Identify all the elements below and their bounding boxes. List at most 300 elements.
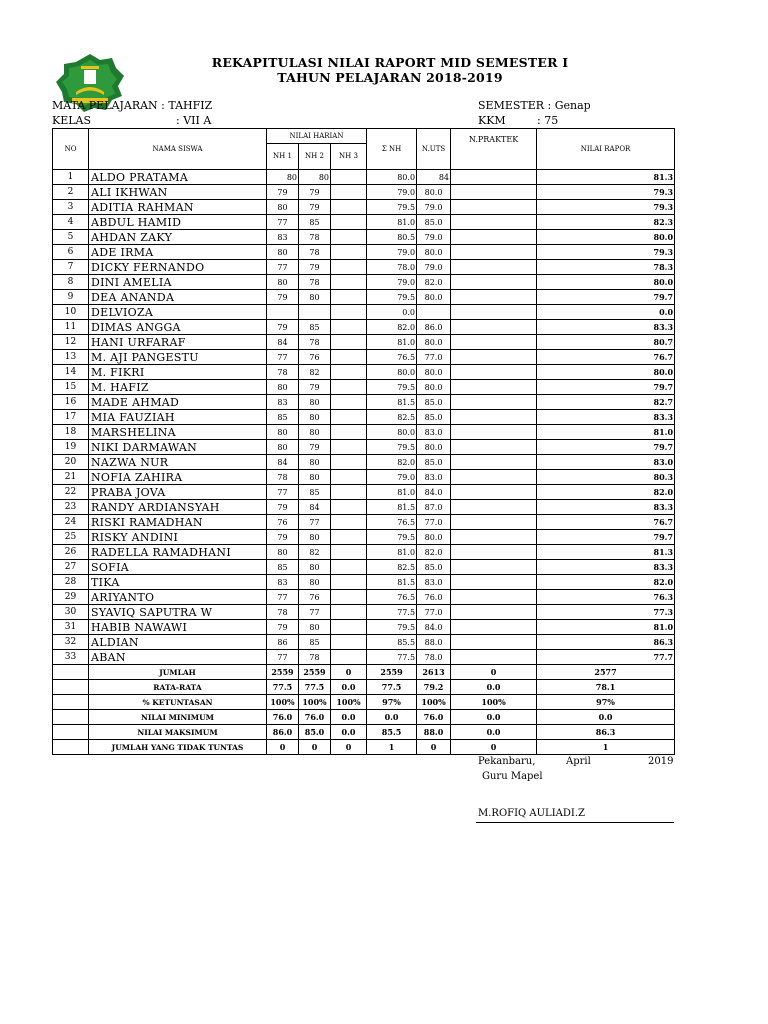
cell-snh: 79.0: [367, 275, 417, 290]
cell-rapor: 80.0: [537, 230, 675, 245]
summary-snh: 97%: [367, 695, 417, 710]
table-row: [53, 230, 675, 245]
cell-nh1: 85: [267, 560, 299, 575]
cell-nh3: [331, 215, 367, 230]
cell-nh2: 85: [299, 485, 331, 500]
cell-name: ABAN: [89, 650, 267, 665]
cell-rapor: 78.3: [537, 260, 675, 275]
summary-nh3: 0.0: [331, 725, 367, 740]
cell-snh: 82.0: [367, 455, 417, 470]
cell-uts: 82.0: [417, 275, 451, 290]
cell-nh1: 79: [267, 290, 299, 305]
cell-nh3: [331, 620, 367, 635]
cell-snh: 81.0: [367, 485, 417, 500]
table-row: [53, 605, 675, 620]
cell-nh1: 77: [267, 485, 299, 500]
cell-rapor: 79.3: [537, 245, 675, 260]
cell-no: 27: [53, 560, 89, 575]
cell-rapor: 0.0: [537, 305, 675, 320]
cell-prak: [451, 395, 537, 410]
summary-uts: 0: [417, 740, 451, 755]
summary-snh: 0.0: [367, 710, 417, 725]
summary-nh1: 0: [267, 740, 299, 755]
summary-rapor: 1: [537, 740, 675, 755]
summary-nh2: 100%: [299, 695, 331, 710]
table-row: [53, 470, 675, 485]
table-row: [53, 200, 675, 215]
cell-snh: 79.0: [367, 245, 417, 260]
cell-nh3: [331, 575, 367, 590]
signature-line: [476, 822, 674, 823]
cell-snh: 82.5: [367, 410, 417, 425]
cell-nh3: [331, 230, 367, 245]
cell-rapor: 82.3: [537, 215, 675, 230]
cell-prak: [451, 425, 537, 440]
cell-uts: 77.0: [417, 605, 451, 620]
cell-no: 30: [53, 605, 89, 620]
summary-row: [53, 695, 675, 710]
cell-uts: 85.0: [417, 410, 451, 425]
cell-no: 7: [53, 260, 89, 275]
cell-no: 23: [53, 500, 89, 515]
cell-nh3: [331, 335, 367, 350]
cell-snh: 77.5: [367, 650, 417, 665]
cell-nh3: [331, 395, 367, 410]
cell-nh3: [331, 545, 367, 560]
summary-prak: 0.0: [451, 725, 537, 740]
signature-month: April: [566, 756, 591, 767]
cell-nh2: 82: [299, 365, 331, 380]
cell-no: 26: [53, 545, 89, 560]
cell-prak: [451, 170, 537, 185]
cell-snh: 81.0: [367, 215, 417, 230]
cell-nh3: [331, 410, 367, 425]
student-rows: [53, 170, 675, 665]
class-value: : VII A: [176, 114, 212, 127]
cell-nh3: [331, 185, 367, 200]
cell-nh1: 77: [267, 350, 299, 365]
summary-prak: 0: [451, 740, 537, 755]
signature-year: 2019: [648, 756, 674, 767]
cell-rapor: 86.3: [537, 635, 675, 650]
cell-prak: [451, 350, 537, 365]
cell-nh2: 76: [299, 590, 331, 605]
cell-nh2: 82: [299, 545, 331, 560]
cell-prak: [451, 185, 537, 200]
cell-name: ADITIA RAHMAN: [89, 200, 267, 215]
header-sum-nh: Σ NH: [367, 129, 417, 170]
cell-snh: 81.5: [367, 575, 417, 590]
summary-rapor: 2577: [537, 665, 675, 680]
cell-nh3: [331, 440, 367, 455]
cell-nh3: [331, 245, 367, 260]
cell-nh2: 80: [299, 470, 331, 485]
cell-nh2: 85: [299, 635, 331, 650]
cell-nh2: 85: [299, 320, 331, 335]
summary-nh3: 0: [331, 740, 367, 755]
cell-nh1: [267, 305, 299, 320]
cell-nh3: [331, 560, 367, 575]
cell-nh3: [331, 470, 367, 485]
cell-name: DEA ANANDA: [89, 290, 267, 305]
cell-prak: [451, 605, 537, 620]
cell-no: 19: [53, 440, 89, 455]
cell-nh3: [331, 260, 367, 275]
cell-no: 8: [53, 275, 89, 290]
cell-nh3: [331, 455, 367, 470]
cell-name: ALI IKHWAN: [89, 185, 267, 200]
cell-nh2: 80: [299, 290, 331, 305]
cell-uts: 80.0: [417, 530, 451, 545]
cell-nh1: 80: [267, 245, 299, 260]
cell-nh2: 84: [299, 500, 331, 515]
cell-nh2: 80: [299, 455, 331, 470]
cell-snh: 82.5: [367, 560, 417, 575]
cell-nh1: 80: [267, 170, 299, 185]
cell-snh: 81.0: [367, 335, 417, 350]
summary-label: JUMLAH: [89, 665, 267, 680]
cell-no: 24: [53, 515, 89, 530]
cell-rapor: 81.0: [537, 620, 675, 635]
cell-rapor: 76.7: [537, 350, 675, 365]
header-nh3: NH 3: [331, 144, 367, 170]
cell-nh2: 78: [299, 275, 331, 290]
table-row: [53, 500, 675, 515]
summary-nh3: 0: [331, 665, 367, 680]
cell-snh: 79.0: [367, 185, 417, 200]
cell-uts: [417, 305, 451, 320]
cell-name: ADE IRMA: [89, 245, 267, 260]
cell-uts: 77.0: [417, 515, 451, 530]
cell-prak: [451, 335, 537, 350]
cell-prak: [451, 500, 537, 515]
table-row: [53, 395, 675, 410]
cell-nh1: 80: [267, 380, 299, 395]
cell-uts: 84.0: [417, 620, 451, 635]
cell-snh: 79.5: [367, 620, 417, 635]
table-row: [53, 545, 675, 560]
cell-nh3: [331, 200, 367, 215]
cell-nh1: 80: [267, 275, 299, 290]
page-title: REKAPITULASI NILAI RAPORT MID SEMESTER I: [211, 55, 569, 70]
cell-nh3: [331, 635, 367, 650]
cell-snh: 80.0: [367, 425, 417, 440]
cell-rapor: 77.7: [537, 650, 675, 665]
cell-nh2: 80: [299, 560, 331, 575]
table-row: [53, 635, 675, 650]
cell-nh1: 80: [267, 200, 299, 215]
table-row: [53, 455, 675, 470]
cell-nh3: [331, 350, 367, 365]
cell-snh: 80.0: [367, 365, 417, 380]
header-name: NAMA SISWA: [89, 129, 267, 170]
cell-nh1: 78: [267, 365, 299, 380]
table-row: [53, 350, 675, 365]
summary-row: [53, 740, 675, 755]
summary-blank-cell: [53, 710, 89, 725]
cell-nh1: 79: [267, 500, 299, 515]
table-row: [53, 485, 675, 500]
cell-nh1: 77: [267, 650, 299, 665]
cell-snh: 78.0: [367, 260, 417, 275]
cell-uts: 83.0: [417, 575, 451, 590]
cell-nh1: 86: [267, 635, 299, 650]
cell-nh1: 79: [267, 530, 299, 545]
cell-name: HANI URFARAF: [89, 335, 267, 350]
summary-label: NILAI MINIMUM: [89, 710, 267, 725]
summary-rapor: 86.3: [537, 725, 675, 740]
cell-name: DELVIOZA: [89, 305, 267, 320]
cell-name: SYAVIQ SAPUTRA W: [89, 605, 267, 620]
cell-uts: 80.0: [417, 185, 451, 200]
cell-nh3: [331, 170, 367, 185]
cell-nh1: 83: [267, 395, 299, 410]
cell-no: 29: [53, 590, 89, 605]
cell-snh: 80.5: [367, 230, 417, 245]
cell-uts: 78.0: [417, 650, 451, 665]
cell-prak: [451, 380, 537, 395]
cell-uts: 80.0: [417, 245, 451, 260]
cell-prak: [451, 365, 537, 380]
cell-nh3: [331, 500, 367, 515]
cell-rapor: 82.0: [537, 575, 675, 590]
cell-rapor: 80.7: [537, 335, 675, 350]
cell-no: 12: [53, 335, 89, 350]
header-nuts: N.UTS: [417, 129, 451, 170]
cell-prak: [451, 575, 537, 590]
summary-uts: 100%: [417, 695, 451, 710]
cell-nh2: 78: [299, 650, 331, 665]
cell-snh: 79.5: [367, 530, 417, 545]
cell-prak: [451, 620, 537, 635]
cell-rapor: 79.3: [537, 185, 675, 200]
cell-prak: [451, 230, 537, 245]
cell-rapor: 83.3: [537, 320, 675, 335]
cell-uts: 87.0: [417, 500, 451, 515]
cell-rapor: 76.3: [537, 590, 675, 605]
cell-nh1: 84: [267, 455, 299, 470]
cell-snh: 82.0: [367, 320, 417, 335]
cell-rapor: 79.3: [537, 200, 675, 215]
cell-nh1: 80: [267, 545, 299, 560]
summary-snh: 2559: [367, 665, 417, 680]
cell-prak: [451, 440, 537, 455]
cell-uts: 85.0: [417, 395, 451, 410]
cell-rapor: 80.3: [537, 470, 675, 485]
cell-no: 4: [53, 215, 89, 230]
header-no: NO: [53, 129, 89, 170]
cell-nh2: 77: [299, 515, 331, 530]
cell-nh1: 77: [267, 260, 299, 275]
cell-snh: 85.5: [367, 635, 417, 650]
cell-name: DINI AMELIA: [89, 275, 267, 290]
summary-nh2: 76.0: [299, 710, 331, 725]
header-nh2: NH 2: [299, 144, 331, 170]
cell-nh3: [331, 530, 367, 545]
cell-nh2: 78: [299, 245, 331, 260]
summary-blank-cell: [53, 695, 89, 710]
cell-prak: [451, 275, 537, 290]
table-row: [53, 410, 675, 425]
cell-nh1: 84: [267, 335, 299, 350]
cell-snh: 79.5: [367, 290, 417, 305]
cell-nh2: 77: [299, 605, 331, 620]
cell-uts: 80.0: [417, 335, 451, 350]
cell-nh2: 80: [299, 395, 331, 410]
table-row: [53, 425, 675, 440]
cell-no: 28: [53, 575, 89, 590]
summary-blank-cell: [53, 680, 89, 695]
cell-nh2: 80: [299, 410, 331, 425]
cell-no: 9: [53, 290, 89, 305]
cell-snh: 80.0: [367, 170, 417, 185]
cell-nh2: 80: [299, 575, 331, 590]
cell-no: 1: [53, 170, 89, 185]
table-row: [53, 245, 675, 260]
cell-prak: [451, 560, 537, 575]
summary-prak: 100%: [451, 695, 537, 710]
cell-nh1: 77: [267, 215, 299, 230]
cell-uts: 80.0: [417, 440, 451, 455]
cell-nh1: 80: [267, 440, 299, 455]
subject-label: MATA PELAJARAN : TAHFIZ: [52, 99, 213, 112]
cell-nh3: [331, 305, 367, 320]
summary-rapor: 97%: [537, 695, 675, 710]
summary-nh1: 76.0: [267, 710, 299, 725]
cell-prak: [451, 305, 537, 320]
cell-rapor: 83.3: [537, 500, 675, 515]
summary-nh3: 0.0: [331, 710, 367, 725]
cell-name: AHDAN ZAKY: [89, 230, 267, 245]
table-row: [53, 305, 675, 320]
summary-snh: 1: [367, 740, 417, 755]
cell-no: 3: [53, 200, 89, 215]
cell-no: 22: [53, 485, 89, 500]
table-row: [53, 590, 675, 605]
cell-no: 17: [53, 410, 89, 425]
cell-no: 15: [53, 380, 89, 395]
summary-row: [53, 665, 675, 680]
cell-uts: 80.0: [417, 290, 451, 305]
cell-uts: 85.0: [417, 455, 451, 470]
cell-rapor: 82.7: [537, 395, 675, 410]
cell-prak: [451, 200, 537, 215]
cell-uts: 80.0: [417, 380, 451, 395]
cell-nh2: 80: [299, 170, 331, 185]
cell-rapor: 81.0: [537, 425, 675, 440]
cell-rapor: 79.7: [537, 440, 675, 455]
cell-prak: [451, 515, 537, 530]
cell-no: 18: [53, 425, 89, 440]
cell-no: 20: [53, 455, 89, 470]
cell-rapor: 79.7: [537, 380, 675, 395]
cell-snh: 81.5: [367, 500, 417, 515]
table-row: [53, 515, 675, 530]
cell-name: RADELLA RAMADHANI: [89, 545, 267, 560]
signature-role: Guru Mapel: [482, 771, 543, 782]
table-row: [53, 290, 675, 305]
kkm-value: : 75: [537, 114, 559, 127]
cell-no: 2: [53, 185, 89, 200]
cell-prak: [451, 410, 537, 425]
cell-rapor: 83.3: [537, 560, 675, 575]
cell-uts: 88.0: [417, 635, 451, 650]
cell-name: M. HAFIZ: [89, 380, 267, 395]
cell-uts: 79.0: [417, 260, 451, 275]
page-subtitle: TAHUN PELAJARAN 2018-2019: [277, 70, 503, 85]
summary-nh2: 2559: [299, 665, 331, 680]
cell-name: ARIYANTO: [89, 590, 267, 605]
summary-nh1: 86.0: [267, 725, 299, 740]
summary-nh1: 100%: [267, 695, 299, 710]
cell-no: 13: [53, 350, 89, 365]
table-row: [53, 560, 675, 575]
cell-rapor: 76.7: [537, 515, 675, 530]
cell-name: ALDO PRATAMA: [89, 170, 267, 185]
cell-nh1: 79: [267, 320, 299, 335]
table-row: [53, 650, 675, 665]
cell-prak: [451, 260, 537, 275]
summary-blank-cell: [53, 740, 89, 755]
cell-snh: 81.0: [367, 545, 417, 560]
cell-nh2: 78: [299, 230, 331, 245]
cell-nh3: [331, 320, 367, 335]
cell-nh1: 79: [267, 185, 299, 200]
cell-name: RANDY ARDIANSYAH: [89, 500, 267, 515]
cell-name: MADE AHMAD: [89, 395, 267, 410]
table-row: [53, 380, 675, 395]
cell-name: M. FIKRI: [89, 365, 267, 380]
cell-nh2: 80: [299, 620, 331, 635]
cell-prak: [451, 455, 537, 470]
cell-snh: 79.5: [367, 440, 417, 455]
cell-prak: [451, 215, 537, 230]
cell-name: NAZWA NUR: [89, 455, 267, 470]
cell-uts: 83.0: [417, 425, 451, 440]
cell-nh1: 77: [267, 590, 299, 605]
summary-rows: [53, 665, 675, 755]
cell-uts: 85.0: [417, 560, 451, 575]
table-row: [53, 530, 675, 545]
cell-prak: [451, 530, 537, 545]
cell-prak: [451, 320, 537, 335]
cell-nh2: 79: [299, 380, 331, 395]
summary-label: NILAI MAKSIMUM: [89, 725, 267, 740]
summary-uts: 79.2: [417, 680, 451, 695]
summary-blank-cell: [53, 725, 89, 740]
summary-prak: 0.0: [451, 710, 537, 725]
cell-nh3: [331, 650, 367, 665]
cell-uts: 79.0: [417, 200, 451, 215]
table-row: [53, 260, 675, 275]
cell-name: M. AJI PANGESTU: [89, 350, 267, 365]
summary-rapor: 0.0: [537, 710, 675, 725]
cell-snh: 79.0: [367, 470, 417, 485]
table-row: [53, 185, 675, 200]
cell-rapor: 80.0: [537, 365, 675, 380]
cell-nh3: [331, 485, 367, 500]
cell-snh: 81.5: [367, 395, 417, 410]
cell-name: SOFIA: [89, 560, 267, 575]
cell-nh3: [331, 425, 367, 440]
table-row: [53, 365, 675, 380]
cell-no: 32: [53, 635, 89, 650]
summary-nh2: 77.5: [299, 680, 331, 695]
cell-no: 11: [53, 320, 89, 335]
cell-name: RISKY ANDINI: [89, 530, 267, 545]
cell-nh1: 80: [267, 425, 299, 440]
cell-nh3: [331, 380, 367, 395]
